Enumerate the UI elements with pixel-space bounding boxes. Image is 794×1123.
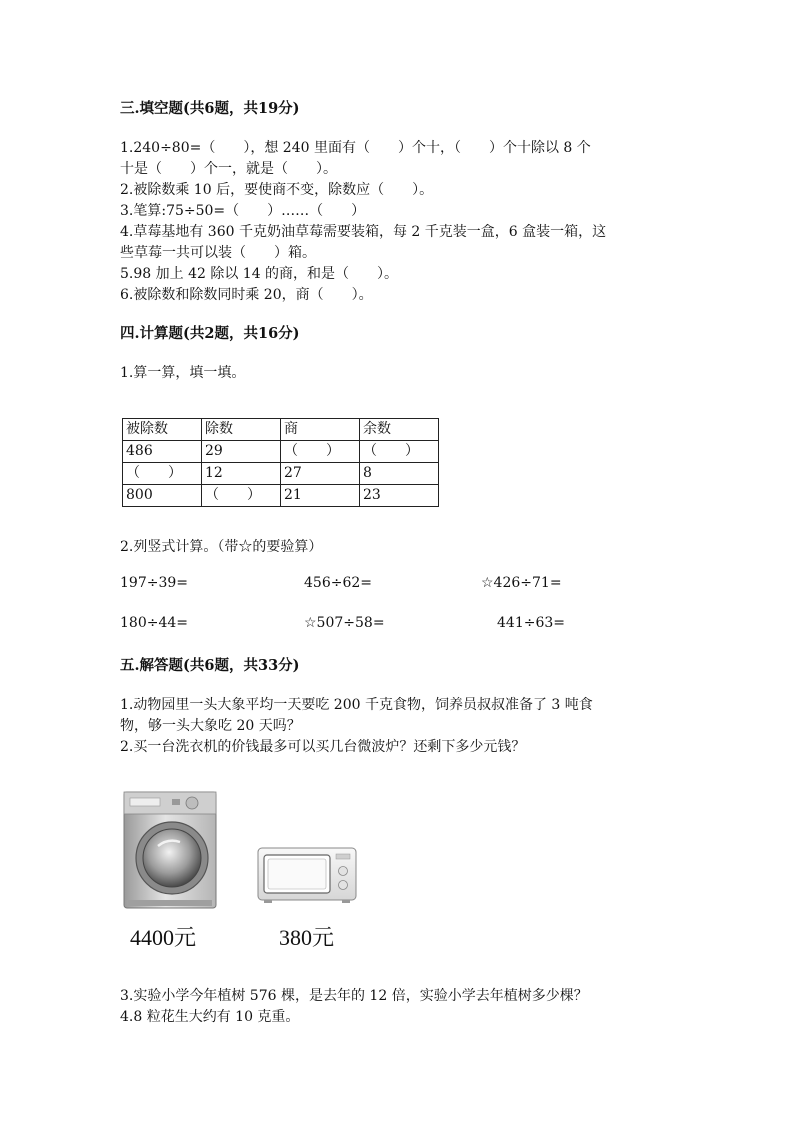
- table-cell: 27: [281, 463, 360, 485]
- expression: 180÷44=: [120, 615, 188, 631]
- table-header-cell: 余数: [360, 419, 439, 441]
- section-4-heading: 四.计算题(共2题，共16分): [120, 325, 300, 342]
- table-row: [123, 463, 439, 485]
- question-line: 4.草莓基地有 360 千克奶油草莓需要装箱，每 2 千克装一盒，6 盒装一箱，这: [120, 224, 607, 240]
- table-cell: （ ）: [360, 441, 439, 463]
- expression: 441÷63=: [497, 615, 565, 631]
- question-line: 5.98 加上 42 除以 14 的商，和是（ ）。: [120, 266, 399, 282]
- table-cell: 21: [281, 485, 360, 507]
- table-cell: （ ）: [123, 463, 202, 485]
- washing-machine-image: [120, 790, 220, 912]
- expression: ☆507÷58=: [304, 615, 385, 631]
- question-line: 3.实验小学今年植树 576 棵，是去年的 12 倍，实验小学去年植树多少棵？: [120, 988, 588, 1004]
- question-line: 2.列竖式计算。（带☆的要验算）: [120, 539, 323, 555]
- section-5-heading: 五.解答题(共6题，共33分): [120, 657, 300, 674]
- question-line: 些草莓一共可以装（ ）箱。: [120, 245, 316, 261]
- table-cell: 12: [202, 463, 281, 485]
- table-cell: 800: [123, 485, 202, 507]
- microwave-image: [256, 846, 358, 906]
- question-line: 6.被除数和除数同时乘 20，商（ ）。: [120, 287, 373, 303]
- question-line: 3.笔算:75÷50=（ ）……（ ）: [120, 203, 366, 219]
- question-line: 4.8 粒花生大约有 10 克重。: [120, 1009, 300, 1025]
- expression: ☆426÷71=: [481, 575, 562, 591]
- table-cell: 23: [360, 485, 439, 507]
- question-line: 2.买一台洗衣机的价钱最多可以买几台微波炉？还剩下多少元钱？: [120, 739, 526, 755]
- question-line: 1.240÷80=（ ），想 240 里面有（ ）个十，（ ）个十除以 8 个: [120, 140, 591, 156]
- section-3-heading: 三.填空题(共6题，共19分): [120, 100, 300, 117]
- division-table: [122, 418, 439, 507]
- expression: 197÷39=: [120, 575, 188, 591]
- table-header-cell: 被除数: [123, 419, 202, 441]
- washing-machine-price: 4400元: [130, 925, 197, 950]
- table-cell: （ ）: [202, 485, 281, 507]
- table-row: [123, 441, 439, 463]
- question-line: 1.算一算，填一填。: [120, 365, 246, 381]
- table-header-row: [123, 419, 439, 441]
- table-cell: 29: [202, 441, 281, 463]
- table-header-cell: 商: [281, 419, 360, 441]
- question-line: 2.被除数乘 10 后，要使商不变，除数应（ ）。: [120, 182, 434, 198]
- question-line: 十是（ ）个一，就是（ ）。: [120, 161, 337, 177]
- question-line: 1.动物园里一头大象平均一天要吃 200 千克食物，饲养员叔叔准备了 3 吨食: [120, 697, 593, 713]
- microwave-price: 380元: [279, 925, 335, 950]
- table-cell: 8: [360, 463, 439, 485]
- expression: 456÷62=: [304, 575, 372, 591]
- question-line: 物，够一头大象吃 20 天吗？: [120, 718, 301, 734]
- table-header-cell: 除数: [202, 419, 281, 441]
- table-row: [123, 485, 439, 507]
- table-cell: 486: [123, 441, 202, 463]
- table-cell: （ ）: [281, 441, 360, 463]
